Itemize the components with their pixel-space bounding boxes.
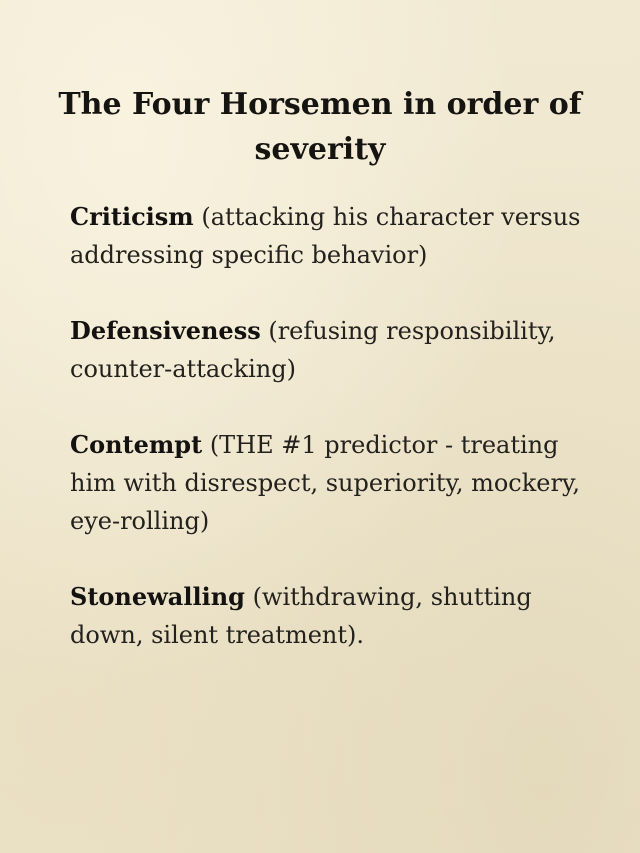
list-item-criticism [70,198,600,274]
description-contempt: (THE #1 predictor - treating him with disrespect, superiority, mockery, eye-rolling) [70,431,580,535]
page-title: The Four Horsemen in order of severity [58,87,582,167]
description-stonewalling: (withdrawing, shutting down, silent treatment). [70,583,532,649]
list-item-contempt [70,426,600,540]
term-criticism: Criticism [70,202,194,231]
description-criticism: (attacking his character versus addressing specific behavior) [70,203,581,269]
list-item-stonewalling [70,578,600,654]
term-stonewalling: Stonewalling [70,582,245,611]
term-contempt: Contempt [70,430,203,459]
list-item-defensiveness [70,312,600,388]
description-defensiveness: (refusing responsibility, counter-attacking) [70,317,556,383]
horsemen-list [70,198,600,654]
term-defensiveness: Defensiveness [70,316,261,345]
